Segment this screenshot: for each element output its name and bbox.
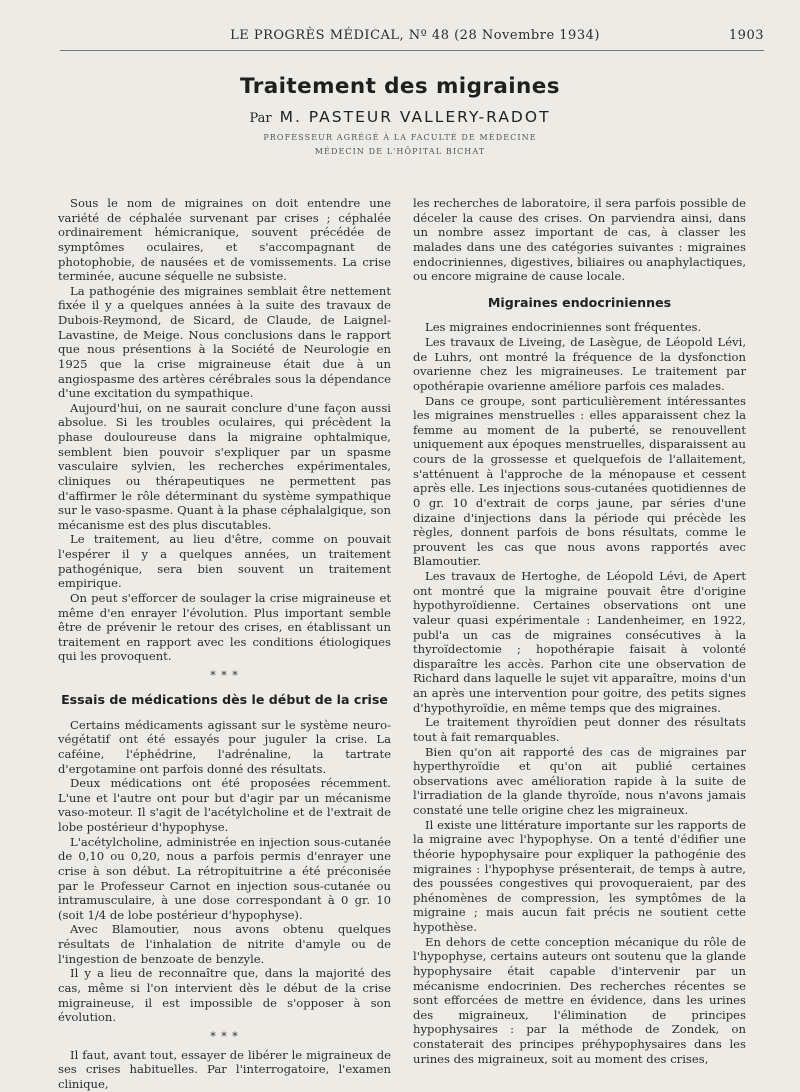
paragraph: Certains médicaments agissant sur le système neuro-végétatif ont été essayés pour juguler la crise. La caféine, l'éphédrine, l'adrénaline, la tartrate d'ergotamine ont parfois donné des résultats. xyxy=(58,717,391,776)
paragraph: Il existe une littérature importante sur les rapports de la migraine avec l'hypophyse. On a tenté d'édifier une théorie hypophysaire pour expliquer la pathogénie des migraines : l'hypophyse présenterait, de temps à autre, des poussées congestives qui provoqueraient, par des phénomènes de compression, les symptômes de la migraine ; mais aucun fait précis ne soutient cette hypothèse. xyxy=(413,817,746,934)
running-head xyxy=(60,28,770,46)
paragraph: Dans ce groupe, sont particulièrement intéressantes les migraines menstruelles : elles apparaissent chez la femme au moment de la puberté, se renouvellent uniquement aux époques menstruelles, disparaissent au cours de la grossesse et quelquefois de l'allaitement, s'atténuent à l'approche de la ménopause et cessent après elle. Les injections sous-cutanées quotidiennes de 0 gr. 10 d'extrait de corps jaune, par séries d'une dizaine d'injections dans la période qui précède les règles, donnent parfois de bons résultats, comme le prouvent les cas que nous avons rapportés avec Blamoutier. xyxy=(413,393,746,569)
author-affiliation-1: PROFESSEUR AGRÉGÉ À LA FACULTÉ DE MÉDECINE xyxy=(263,133,537,142)
paragraph: Avec Blamoutier, nous avons obtenu quelques résultats de l'inhalation de nitrite d'amyle ou de l'ingestion de benzoate de benzyle. xyxy=(58,922,391,966)
paragraph: Il faut, avant tout, essayer de libérer le migraineux de ses crises habituelles. Par l'interrogatoire, l'examen clinique, xyxy=(58,1047,391,1091)
section-heading: Essais de médications dès le début de la crise xyxy=(61,692,388,707)
paragraph: Le traitement, au lieu d'être, comme on pouvait l'espérer il y a quelques années, un traitement pathogénique, sera bien souvent un traitement empirique. xyxy=(58,532,391,591)
author-name: M. PASTEUR VALLERY-RADOT xyxy=(279,108,551,126)
page-number: 1903 xyxy=(728,28,764,43)
left-column xyxy=(58,196,391,1092)
paragraph: Deux médications ont été proposées récemment. L'une et l'autre ont pour but d'agir par un mécanisme vaso-moteur. Il s'agit de l'acétylcholine et de l'extrait de lobe postérieur d'hypophyse. xyxy=(58,776,391,834)
paragraph: les recherches de laboratoire, il sera parfois possible de déceler la cause des crises. On parviendra ainsi, dans un nombre assez important de cas, à classer les malades dans une des catégories suivantes : migraines endocriniennes, digestives, biliaires ou anaphylactiques, ou encore migraine de cause locale. xyxy=(413,196,747,284)
paragraph: Il y a lieu de reconnaître que, dans la majorité des cas, même si l'on intervient dès le début de la crise migraineuse, il est impossible de s'opposer à son évolution. xyxy=(58,966,391,1025)
header-rule xyxy=(60,50,764,51)
paragraph: Les migraines endocriniennes sont fréquentes. xyxy=(425,320,702,335)
author-affiliation-2: MÉDECIN DE L'HÔPITAL BICHAT xyxy=(314,147,486,156)
section-heading: Migraines endocriniennes xyxy=(487,294,672,310)
paragraph: L'acétylcholine, administrée en injection sous-cutanée de 0,10 ou 0,20, nous a parfois permis d'enrayer une crise à son début. La rétropituitrine a été préconisée par le Professeur Carnot en injection sous-cutanée ou intramusculaire, à une dose correspondant à 0 gr. 10 (soit 1/4 de lobe postérieur d'hypophyse). xyxy=(58,834,391,922)
paragraph: Sous le nom de migraines on doit entendre une variété de céphalée survenant par crises ; céphalée ordinairement hémicranique, souvent précédée de symptômes oculaires, et s'accompagnant de photophobie, de nausées et de vomissements. La crise terminée, aucune séquelle ne subsiste. xyxy=(58,196,391,284)
article-title: Traitement des migraines xyxy=(240,74,560,99)
byline xyxy=(0,108,800,126)
paragraph: La pathogénie des migraines semblait être nettement fixée il y a quelques années à la suite des travaux de Dubois-Reymond, de Sicard, de Claude, de Laignel-Lavastine, de Meige. Nous conclusions dans le rapport que nous présentions à la Société de Neurologie en 1925 que la crise migraineuse était due à un angiospasme des artères cérébrales sous la dépendance d'une excitation du sympathique. xyxy=(58,283,391,401)
paragraph: On peut s'efforcer de soulager la crise migraineuse et même d'en enrayer l'évolution. Plus important semble être de prévenir le retour des crises, en établissant un traitement en rapport avec les conditions étiologiques qui les provoquent. xyxy=(58,590,391,664)
paragraph: Bien qu'on ait rapporté des cas de migraines par hyperthyroïdie et qu'on ait publié certaines observations avec amélioration rapide à la suite de l'irradiation de la glande thyroïde, nous n'avons jamais constaté une telle origine chez les migraineux. xyxy=(413,744,746,817)
byline-prefix: Par xyxy=(249,111,272,126)
paragraph: Le traitement thyroïdien peut donner des résultats tout à fait remarquables. xyxy=(413,715,746,744)
paragraph: Aujourd'hui, on ne saurait conclure d'une façon aussi absolue. Si les troubles oculaires, qui précèdent la phase douloureuse dans la migraine ophtalmique, semblent bien pouvoir s'expliquer par un spasme vasculaire sylvien, les recherches expérimentales, cliniques ou thérapeutiques ne permettent pas d'affirmer le rôle déterminant du système sympathique sur le vaso-spasme. Quant à la phase céphalalgique, son mécanisme est des plus discutables. xyxy=(58,400,391,532)
section-separator: * * * xyxy=(210,669,239,682)
right-column xyxy=(413,196,746,1066)
paragraph: En dehors de cette conception mécanique du rôle de l'hypophyse, certains auteurs ont soutenu que la glande hypophysaire était capable d'intervenir par un mécanisme endocrinien. Des recherches récentes se sont efforcées de mettre en évidence, dans les urines des migraineux, l'élimination de principes hypophysaires : par la méthode de Zondek, on constaterait des principes préhypophysaires dans les urines des migraineux, soit au moment des crises, xyxy=(413,934,746,1066)
paragraph: Les travaux de Hertoghe, de Léopold Lévi, de Apert ont montré que la migraine pouvait être d'origine hypothyroïdienne. Certaines observations ont une valeur quasi expérimentale : Landenheimer, en 1922, publ'a un cas de migraines consécutives à la thyroïdectomie ; hopothérapie faisait à volonté disparaître les accès. Parhon cite une observation de Richard dans laquelle le sujet vit apparaître, moins d'un an après une intervention pour goitre, des petits signes d'hypothyroïdie, en même temps que des migraines. xyxy=(413,569,746,715)
running-head-title: LE PROGRÈS MÉDICAL, Nº 48 (28 Novembre 1934) xyxy=(230,28,600,43)
paragraph: Les travaux de Liveing, de Lasègue, de Léopold Lévi, de Luhrs, ont montré la fréquence de la dysfonction ovarienne chez les migraineuses. Le traitement par opothérapie ovarienne améliore parfois ces malades. xyxy=(413,335,746,393)
section-separator: * * * xyxy=(210,1029,239,1043)
